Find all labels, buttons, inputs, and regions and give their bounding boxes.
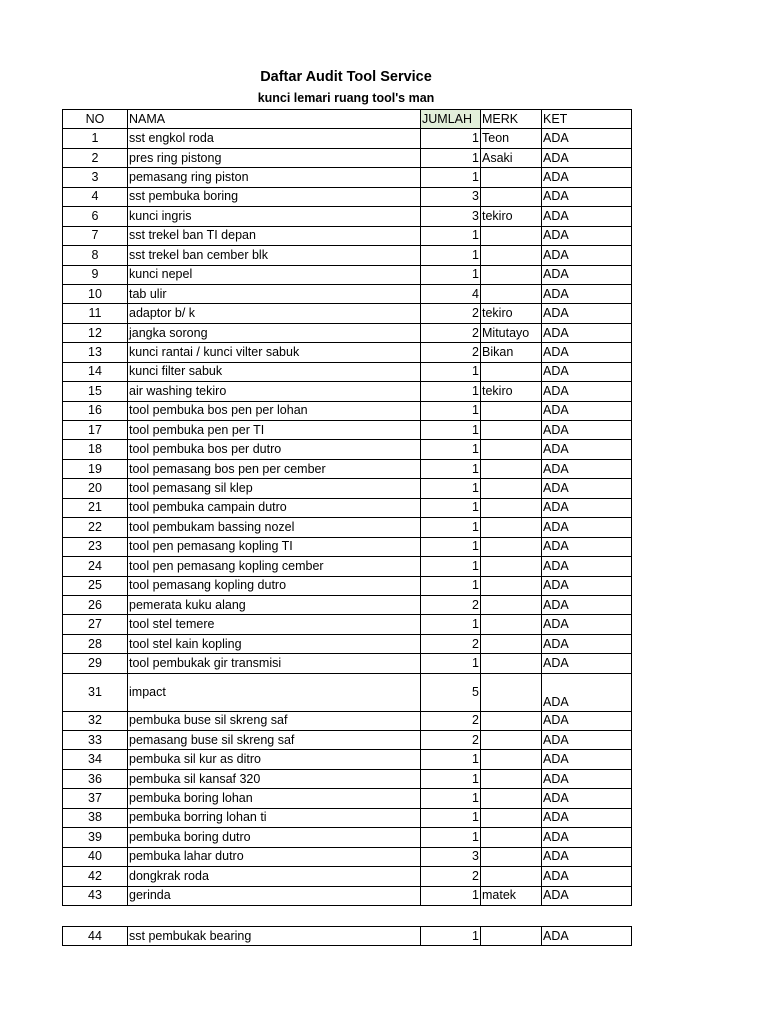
cell-merk [481,362,542,381]
cell-ket: ADA [542,711,632,730]
cell-nama: sst trekel ban TI depan [128,226,421,245]
cell-nama: sst trekel ban cember blk [128,246,421,265]
table-row [63,440,632,459]
cell-jumlah: 2 [421,595,481,614]
cell-jumlah: 1 [421,615,481,634]
cell-merk [481,828,542,847]
cell-ket: ADA [542,498,632,517]
cell-ket: ADA [542,421,632,440]
cell-no: 34 [63,750,128,769]
table-row [63,654,632,673]
cell-jumlah: 2 [421,634,481,653]
table-row [63,789,632,808]
cell-merk [481,479,542,498]
cell-no: 6 [63,207,128,226]
table-row [63,265,632,284]
cell-jumlah: 1 [421,557,481,576]
cell-nama: kunci rantai / kunci vilter sabuk [128,343,421,362]
table-row [63,362,632,381]
cell-jumlah: 2 [421,323,481,342]
cell-merk [481,731,542,750]
cell-merk [481,440,542,459]
cell-ket: ADA [542,886,632,905]
table-row [63,711,632,730]
cell-ket: ADA [542,537,632,556]
table-row [63,226,632,245]
table-row [63,479,632,498]
cell-ket: ADA [542,323,632,342]
cell-ket: ADA [542,595,632,614]
cell-ket: ADA [542,847,632,866]
cell-merk: Mitutayo [481,323,542,342]
cell-jumlah: 1 [421,886,481,905]
table-row [63,847,632,866]
cell-ket: ADA [542,440,632,459]
cell-ket: ADA [542,246,632,265]
table-row [63,343,632,362]
cell-jumlah: 1 [421,750,481,769]
cell-no: 8 [63,246,128,265]
header-ket: KET [542,110,632,129]
cell-merk [481,576,542,595]
cell-ket: ADA [542,401,632,420]
cell-nama: gerinda [128,886,421,905]
cell-jumlah: 2 [421,304,481,323]
cell-jumlah: 1 [421,246,481,265]
cell-no: 7 [63,226,128,245]
cell-nama: tool pemasang kopling dutro [128,576,421,595]
table-row [63,421,632,440]
table-row [63,867,632,886]
cell-jumlah: 1 [421,769,481,788]
cell-ket: ADA [542,867,632,886]
cell-no: 17 [63,421,128,440]
cell-no: 23 [63,537,128,556]
cell-merk: Bikan [481,343,542,362]
cell-nama: sst pembuka boring [128,187,421,206]
audit-table [62,109,632,906]
cell-jumlah: 2 [421,343,481,362]
cell-jumlah: 1 [421,927,481,946]
cell-nama: dongkrak roda [128,867,421,886]
table-row [63,148,632,167]
cell-nama: tool pen pemasang kopling TI [128,537,421,556]
cell-ket: ADA [542,789,632,808]
cell-jumlah: 1 [421,226,481,245]
cell-no: 42 [63,867,128,886]
cell-no: 19 [63,459,128,478]
cell-jumlah: 4 [421,284,481,303]
cell-jumlah: 3 [421,847,481,866]
cell-ket: ADA [542,576,632,595]
cell-nama: pembuka borring lohan ti [128,808,421,827]
cell-no: 27 [63,615,128,634]
cell-merk [481,557,542,576]
cell-merk [481,867,542,886]
cell-ket: ADA [542,654,632,673]
cell-nama: pembuka sil kur as ditro [128,750,421,769]
table-body [63,129,632,906]
cell-merk [481,769,542,788]
cell-no: 20 [63,479,128,498]
cell-nama: pemasang buse sil skreng saf [128,731,421,750]
cell-nama: impact [128,673,421,711]
table-row [63,498,632,517]
cell-jumlah: 1 [421,440,481,459]
cell-no: 14 [63,362,128,381]
cell-jumlah: 1 [421,459,481,478]
header-merk: MERK [481,110,542,129]
cell-nama: tool pen pemasang kopling cember [128,557,421,576]
cell-ket: ADA [542,304,632,323]
cell-no: 24 [63,557,128,576]
cell-merk [481,789,542,808]
cell-ket: ADA [542,634,632,653]
cell-merk [481,654,542,673]
cell-nama: tool pembukak gir transmisi [128,654,421,673]
audit-table-extra [62,926,632,946]
cell-merk [481,187,542,206]
cell-no: 21 [63,498,128,517]
cell-jumlah: 2 [421,731,481,750]
cell-jumlah: 1 [421,498,481,517]
cell-no: 37 [63,789,128,808]
cell-no: 44 [63,927,128,946]
cell-nama: pemerata kuku alang [128,595,421,614]
cell-merk [481,498,542,517]
cell-jumlah: 1 [421,401,481,420]
cell-ket: ADA [542,343,632,362]
cell-no: 2 [63,148,128,167]
cell-jumlah: 2 [421,867,481,886]
cell-merk [481,226,542,245]
cell-no: 18 [63,440,128,459]
cell-nama: jangka sorong [128,323,421,342]
cell-no: 13 [63,343,128,362]
cell-nama: sst engkol roda [128,129,421,148]
cell-no: 22 [63,518,128,537]
table-row [63,576,632,595]
cell-merk [481,168,542,187]
cell-no: 28 [63,634,128,653]
cell-ket: ADA [542,808,632,827]
cell-jumlah: 1 [421,129,481,148]
table-row [63,323,632,342]
table-row [63,673,632,711]
cell-jumlah: 5 [421,673,481,711]
cell-no: 12 [63,323,128,342]
cell-no: 25 [63,576,128,595]
cell-jumlah: 1 [421,828,481,847]
cell-ket: ADA [542,828,632,847]
cell-ket: ADA [542,129,632,148]
page-subtitle: kunci lemari ruang tool's man [257,91,435,105]
cell-ket: ADA [542,615,632,634]
cell-no: 40 [63,847,128,866]
cell-merk: tekiro [481,382,542,401]
cell-ket: ADA [542,284,632,303]
table-row [63,557,632,576]
cell-merk: matek [481,886,542,905]
cell-ket: ADA [542,148,632,167]
cell-jumlah: 1 [421,362,481,381]
cell-jumlah: 1 [421,789,481,808]
cell-jumlah: 1 [421,654,481,673]
cell-ket: ADA [542,226,632,245]
table-row [63,382,632,401]
cell-nama: pembuka boring lohan [128,789,421,808]
table-row [63,828,632,847]
cell-ket: ADA [542,207,632,226]
cell-jumlah: 2 [421,711,481,730]
table-row [63,615,632,634]
cell-nama: tool pembuka bos pen per lohan [128,401,421,420]
table-row [63,304,632,323]
table-row [63,731,632,750]
table-row [63,769,632,788]
cell-ket: ADA [542,382,632,401]
cell-jumlah: 1 [421,576,481,595]
cell-nama: tool stel temere [128,615,421,634]
cell-jumlah: 3 [421,207,481,226]
cell-merk [481,421,542,440]
table-header-row [63,110,632,129]
cell-no: 3 [63,168,128,187]
cell-merk: tekiro [481,304,542,323]
header-no: NO [63,110,128,129]
cell-jumlah: 1 [421,537,481,556]
cell-merk [481,595,542,614]
cell-no: 1 [63,129,128,148]
cell-no: 38 [63,808,128,827]
cell-ket: ADA [542,518,632,537]
cell-ket: ADA [542,673,632,711]
table-row [63,750,632,769]
cell-nama: tool pemasang bos pen per cember [128,459,421,478]
table-row [63,459,632,478]
cell-merk [481,634,542,653]
cell-merk [481,518,542,537]
cell-nama: tool stel kain kopling [128,634,421,653]
cell-no: 43 [63,886,128,905]
cell-merk [481,537,542,556]
cell-nama: kunci nepel [128,265,421,284]
table-row [63,168,632,187]
cell-merk: tekiro [481,207,542,226]
cell-merk [481,246,542,265]
cell-ket: ADA [542,557,632,576]
table-row [63,518,632,537]
cell-nama: sst pembukak bearing [128,927,421,946]
cell-no: 10 [63,284,128,303]
table-row [63,808,632,827]
cell-jumlah: 1 [421,518,481,537]
cell-merk [481,673,542,711]
cell-jumlah: 1 [421,168,481,187]
table-row [63,886,632,905]
table-body-extra [63,927,632,946]
header-nama: NAMA [128,110,421,129]
cell-jumlah: 1 [421,148,481,167]
table-row [63,284,632,303]
cell-no: 16 [63,401,128,420]
cell-nama: adaptor b/ k [128,304,421,323]
cell-no: 31 [63,673,128,711]
cell-nama: pembuka lahar dutro [128,847,421,866]
cell-nama: kunci filter sabuk [128,362,421,381]
table-row [63,246,632,265]
page-title: Daftar Audit Tool Service [260,69,432,85]
cell-nama: tool pembuka campain dutro [128,498,421,517]
cell-jumlah: 1 [421,265,481,284]
cell-jumlah: 1 [421,808,481,827]
table-row [63,634,632,653]
cell-ket: ADA [542,750,632,769]
cell-merk: Teon [481,129,542,148]
cell-nama: air washing tekiro [128,382,421,401]
cell-ket: ADA [542,927,632,946]
cell-merk [481,401,542,420]
cell-jumlah: 3 [421,187,481,206]
cell-jumlah: 1 [421,479,481,498]
cell-nama: pembuka buse sil skreng saf [128,711,421,730]
cell-merk [481,284,542,303]
cell-ket: ADA [542,731,632,750]
cell-no: 4 [63,187,128,206]
table-row [63,927,632,946]
table-row [63,129,632,148]
cell-jumlah: 1 [421,421,481,440]
cell-nama: kunci ingris [128,207,421,226]
cell-no: 33 [63,731,128,750]
cell-nama: pres ring pistong [128,148,421,167]
cell-no: 39 [63,828,128,847]
cell-no: 9 [63,265,128,284]
table-row [63,187,632,206]
cell-no: 11 [63,304,128,323]
cell-no: 29 [63,654,128,673]
cell-ket: ADA [542,187,632,206]
cell-no: 26 [63,595,128,614]
cell-nama: tool pembukam bassing nozel [128,518,421,537]
cell-nama: pemasang ring piston [128,168,421,187]
cell-nama: pembuka sil kansaf 320 [128,769,421,788]
cell-merk [481,847,542,866]
cell-no: 36 [63,769,128,788]
cell-ket: ADA [542,265,632,284]
cell-nama: tool pemasang sil klep [128,479,421,498]
table-row [63,401,632,420]
table-row [63,207,632,226]
cell-merk [481,927,542,946]
cell-merk [481,615,542,634]
table-row [63,537,632,556]
cell-nama: pembuka boring dutro [128,828,421,847]
cell-merk [481,265,542,284]
cell-nama: tab ulir [128,284,421,303]
table-row [63,595,632,614]
cell-ket: ADA [542,168,632,187]
header-jumlah: JUMLAH [421,110,481,129]
cell-nama: tool pembuka bos per dutro [128,440,421,459]
cell-no: 15 [63,382,128,401]
cell-no: 32 [63,711,128,730]
cell-ket: ADA [542,769,632,788]
cell-merk: Asaki [481,148,542,167]
cell-ket: ADA [542,362,632,381]
cell-merk [481,750,542,769]
cell-ket: ADA [542,459,632,478]
cell-merk [481,711,542,730]
cell-merk [481,459,542,478]
cell-merk [481,808,542,827]
cell-nama: tool pembuka pen per TI [128,421,421,440]
cell-jumlah: 1 [421,382,481,401]
cell-ket: ADA [542,479,632,498]
